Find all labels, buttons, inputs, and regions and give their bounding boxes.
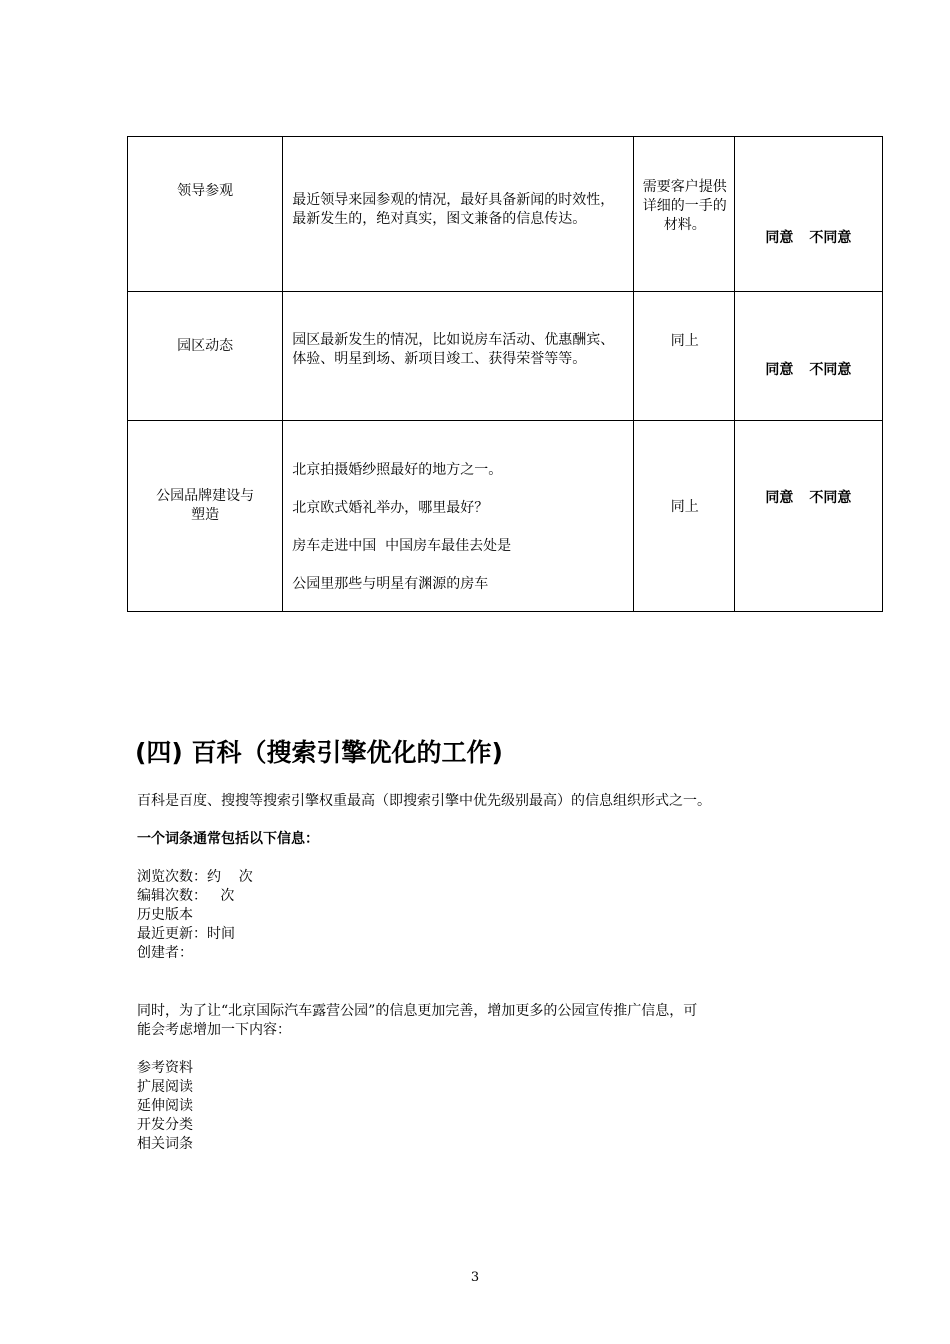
section-heading: (四) 百科（搜索引擎优化的工作): [135, 738, 503, 767]
page-number: 3: [470, 1270, 480, 1285]
agree-option[interactable]: 同意: [765, 230, 794, 246]
table-cell-name: [128, 137, 283, 292]
agree-option[interactable]: 同意: [765, 362, 794, 378]
table-cell-approval: [734, 421, 882, 612]
table-cell-approval: [734, 137, 882, 292]
table-cell-material: [633, 137, 734, 292]
list-item: 历史版本: [137, 907, 193, 923]
table-cell-name: [128, 421, 283, 612]
list-item: 最近更新：时间: [137, 926, 235, 942]
list-item: 扩展阅读: [137, 1079, 193, 1095]
table-cell-description: [283, 421, 633, 612]
table-cell-approval: [734, 292, 882, 421]
section-intro: 百科是百度、搜搜等搜索引擎权重最高（即搜索引擎中优先级别最高）的信息组织形式之一。: [137, 793, 711, 809]
note-line: 能会考虑增加一下内容：: [137, 1022, 291, 1038]
extra-content-list: [137, 1059, 193, 1154]
row-description: [283, 421, 632, 594]
note-line: 同时，为了让“北京国际汽车露营公园”的信息更加完善，增加更多的公园宣传推广信息，可: [137, 1003, 698, 1019]
entry-info-list: [137, 868, 253, 963]
approval-options: [735, 292, 882, 380]
row-material: 同上: [670, 333, 699, 349]
description-line: 房车走进中国 中国房车最佳去处是: [292, 538, 512, 554]
table-row: [128, 137, 883, 292]
list-item: 相关词条: [137, 1136, 193, 1152]
table-cell-name: [128, 292, 283, 421]
table-cell-description: [283, 137, 633, 292]
description-line: 北京拍摄婚纱照最好的地方之一。: [292, 462, 503, 478]
list-item: 延伸阅读: [137, 1098, 193, 1114]
content-plan-table: [127, 136, 883, 612]
note-paragraph: [137, 1002, 697, 1040]
list-item: 编辑次数： 次: [137, 888, 235, 904]
disagree-option[interactable]: 不同意: [809, 490, 852, 506]
list-item: 参考资料: [137, 1060, 193, 1076]
row-title: [128, 421, 282, 525]
approval-options: [735, 421, 882, 508]
row-title-text: 公园品牌建设与塑造: [156, 488, 255, 523]
table-cell-material: [633, 292, 734, 421]
approval-options: [735, 137, 882, 248]
row-title: 园区动态: [177, 338, 234, 354]
row-description: 最近领导来园参观的情况，最好具备新闻的时效性，最新发生的，绝对真实，图文兼备的信息传达。: [292, 192, 615, 227]
row-title: 领导参观: [177, 183, 234, 199]
list-item: 开发分类: [137, 1117, 193, 1133]
list-item: 浏览次数：约 次: [137, 869, 253, 885]
table-row: [128, 292, 883, 421]
disagree-option[interactable]: 不同意: [809, 362, 852, 378]
row-description: 园区最新发生的情况，比如说房车活动、优惠酬宾、体验、明星到场、新项目竣工、获得荣誉等等。: [292, 332, 615, 367]
table-cell-description: [283, 292, 633, 421]
entry-label: 一个词条通常包括以下信息：: [137, 831, 319, 847]
table-row: [128, 421, 883, 612]
row-material: 同上: [670, 499, 699, 515]
table-cell-material: [633, 421, 734, 612]
disagree-option[interactable]: 不同意: [809, 230, 852, 246]
description-line: 北京欧式婚礼举办，哪里最好？: [292, 500, 489, 516]
list-item: 创建者：: [137, 945, 193, 961]
agree-option[interactable]: 同意: [765, 490, 794, 506]
row-material: 需要客户提供详细的一手的材料。: [642, 179, 727, 233]
description-line: 公园里那些与明星有渊源的房车: [292, 576, 489, 592]
